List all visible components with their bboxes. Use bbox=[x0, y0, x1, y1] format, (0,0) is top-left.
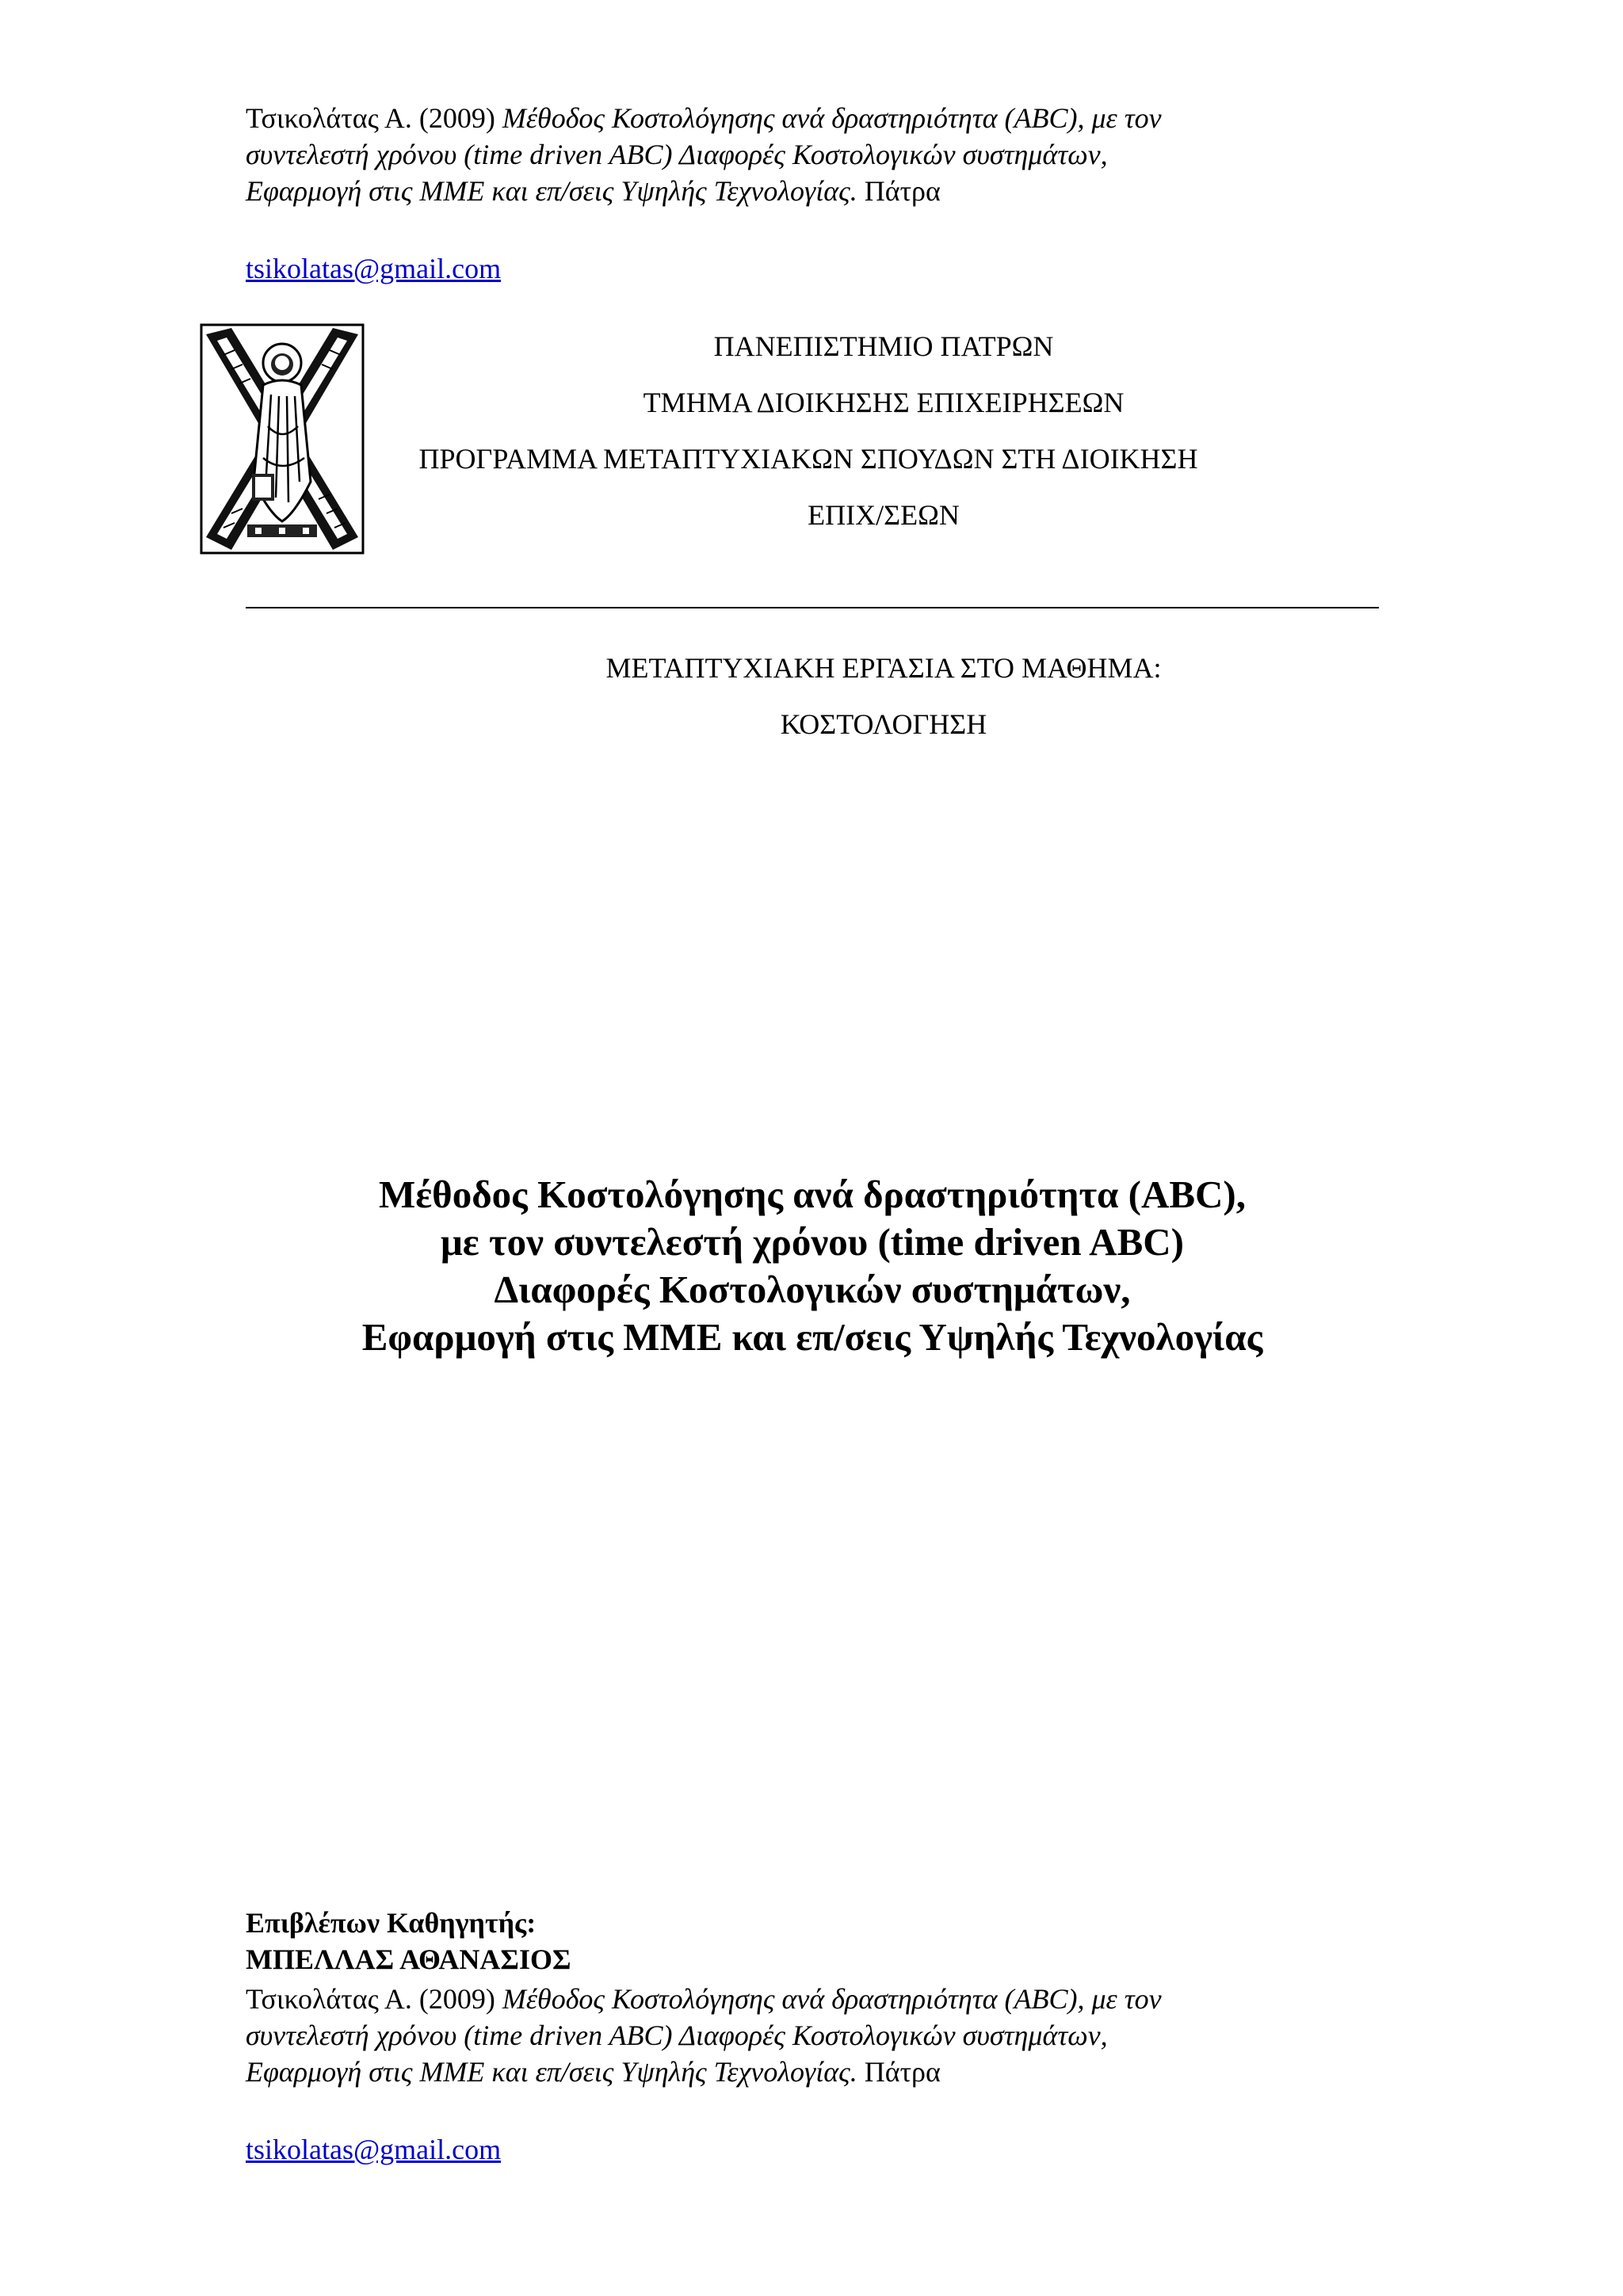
email-link-top[interactable]: tsikolatas@gmail.com bbox=[246, 253, 502, 284]
thesis-title-line-1: Μέθοδος Κοστολόγησης ανά δραστηριότητα (ABC), bbox=[378, 1173, 1246, 1216]
citation-author-year: Τσικολάτας Α. (2009) bbox=[246, 102, 502, 134]
citation-line-3 bbox=[246, 2054, 1434, 2090]
citation-top bbox=[246, 100, 1434, 209]
citation-title-part-2: συντελεστή χρόνου (time driven ABC) Διαφορές Κοστολογικών συστημάτων, bbox=[246, 2019, 1108, 2051]
thesis-title-line-2: με τον συντελεστή χρόνου (time driven ABC) bbox=[441, 1220, 1184, 1264]
citation-place: Πάτρα bbox=[857, 2056, 941, 2088]
thesis-title bbox=[246, 1171, 1379, 1361]
supervisor-name: ΜΠΕΛΛΑΣ ΑΘΑΝΑΣΙΟΣ bbox=[246, 1943, 571, 1975]
citation-line-1 bbox=[246, 100, 1434, 136]
citation-line-3 bbox=[246, 173, 1434, 209]
course-name: ΚΟΣΤΟΛΟΓΗΣΗ bbox=[780, 708, 987, 740]
citation-line-1 bbox=[246, 1981, 1434, 2017]
citation-title-part-3: Εφαρμογή στις ΜΜΕ και επ/σεις Υψηλής Τεχνολογίας. bbox=[246, 175, 857, 207]
citation-author-year: Τσικολάτας Α. (2009) bbox=[246, 1983, 502, 2015]
university-name: ΠΑΝΕΠΙΣΤΗΜΙΟ ΠΑΤΡΩΝ bbox=[713, 330, 1054, 362]
program-name-line-2: ΕΠΙΧ/ΣΕΩΝ bbox=[808, 499, 960, 531]
university-logo-image bbox=[200, 323, 365, 555]
citation-place: Πάτρα bbox=[857, 175, 941, 207]
citation-title-part-1: Μέθοδος Κοστολόγησης ανά δραστηριότητα (ABC), με τον bbox=[502, 1983, 1162, 2015]
citation-title-part-1: Μέθοδος Κοστολόγησης ανά δραστηριότητα (ABC), με τον bbox=[502, 102, 1162, 134]
department-name: ΤΜΗΜΑ ΔΙΟΙΚΗΣΗΣ ΕΠΙΧΕΙΡΗΣΕΩΝ bbox=[643, 387, 1125, 418]
supervisor-label: Επιβλέπων Καθηγητής: bbox=[246, 1907, 537, 1939]
citation-title-part-2: συντελεστή χρόνου (time driven ABC) Διαφορές Κοστολογικών συστημάτων, bbox=[246, 139, 1108, 170]
thesis-title-line-4: Εφαρμογή στις ΜΜΕ και επ/σεις Υψηλής Τεχνολογίας bbox=[361, 1315, 1263, 1359]
horizontal-divider bbox=[246, 607, 1379, 608]
program-name-line-1: ΠΡΟΓΡΑΜΜΑ ΜΕΤΑΠΤΥΧΙΑΚΩΝ ΣΠΟΥΔΩΝ ΣΤΗ ΔΙΟΙΚΗΣΗ bbox=[418, 443, 1198, 475]
citation-bottom bbox=[246, 1981, 1434, 2090]
citation-title-part-3: Εφαρμογή στις ΜΜΕ και επ/σεις Υψηλής Τεχνολογίας. bbox=[246, 2056, 857, 2088]
thesis-title-line-3: Διαφορές Κοστολογικών συστημάτων, bbox=[494, 1268, 1131, 1311]
supervisor-block bbox=[246, 1905, 571, 1978]
email-link-bottom[interactable]: tsikolatas@gmail.com bbox=[246, 2134, 502, 2165]
course-label: ΜΕΤΑΠΤΥΧΙΑΚΗ ΕΡΓΑΣΙΑ ΣΤΟ ΜΑΘΗΜΑ: bbox=[605, 652, 1162, 684]
